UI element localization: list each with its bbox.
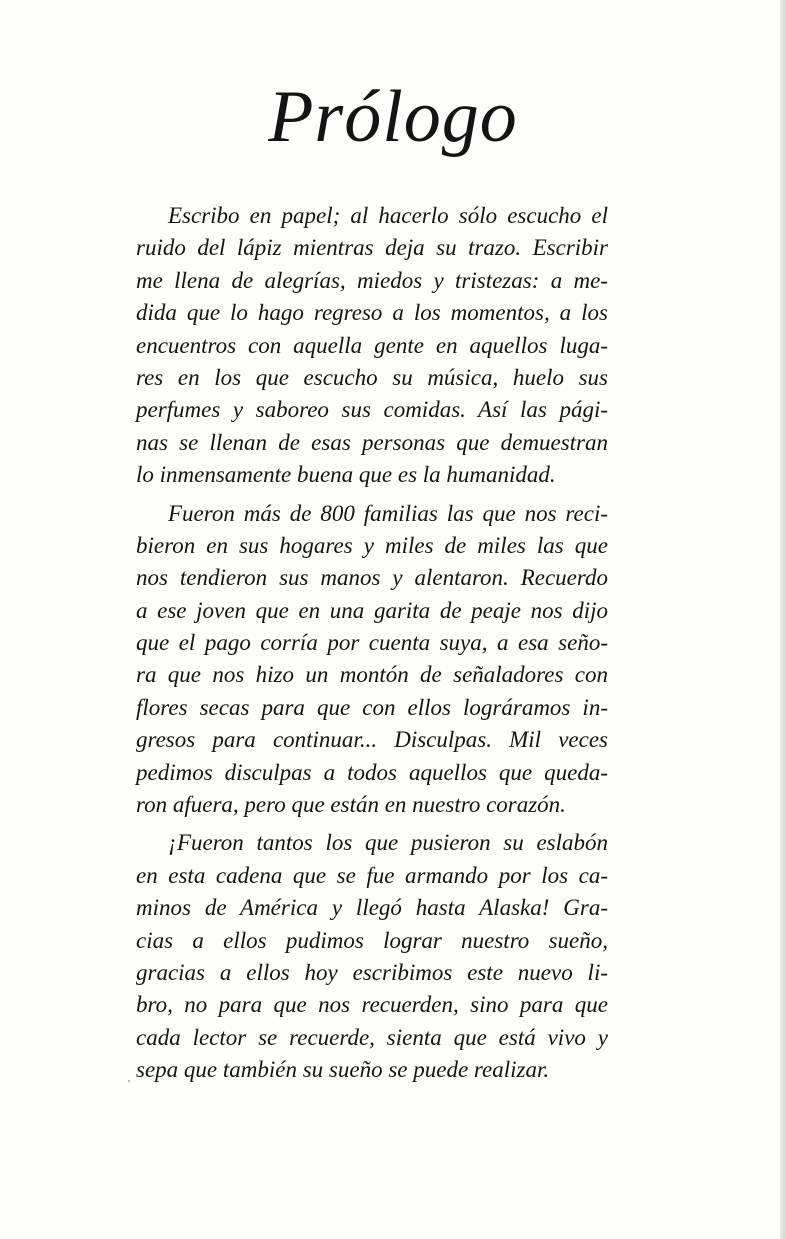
text-line: a ese joven que en una garita de peaje nos dijo — [136, 597, 608, 623]
text-line: encuentros con aquella gente en aquellos luga- — [136, 332, 608, 358]
paragraph-1 — [136, 200, 608, 492]
text-line: gracias a ellos hoy escribimos este nuevo li- — [136, 959, 608, 985]
text-line: bieron en sus hogares y miles de miles las que — [136, 532, 608, 558]
text-line: perfumes y saboreo sus comidas. Así las pági- — [136, 397, 608, 423]
text-line: ruido del lápiz mientras deja su trazo. Escribir — [136, 235, 608, 261]
text-line: gresos para continuar... Disculpas. Mil veces — [136, 727, 608, 753]
page-title: Prólogo — [268, 76, 518, 158]
text-line: nas se llenan de esas personas que demuestran — [136, 429, 608, 455]
text-line: que el pago corría por cuenta suya, a esa seño- — [136, 630, 608, 656]
text-line: bro, no para que nos recuerden, sino para que — [136, 992, 608, 1018]
text-line: cias a ellos pudimos lograr nuestro sueño, — [136, 927, 608, 953]
paragraph-3 — [136, 827, 608, 1086]
text-line: ron afuera, pero que están en nuestro corazón. — [136, 792, 566, 818]
text-line: minos de América y llegó hasta Alaska! Gra- — [136, 895, 608, 921]
page-edge — [780, 0, 786, 1239]
paragraph-2 — [136, 498, 608, 822]
text-line: Escribo en papel; al hacerlo sólo escucho el — [168, 203, 608, 228]
text-line: flores secas para que con ellos lográramos in- — [136, 694, 608, 720]
text-line: cada lector se recuerde, sienta que está vivo y — [136, 1024, 608, 1050]
text-line: me llena de alegrías, miedos y tristezas: a me- — [136, 267, 608, 293]
text-line: dida que lo hago regreso a los momentos, a los — [136, 300, 608, 326]
text-line: lo inmensamente buena que es la humanidad. — [136, 462, 556, 488]
scan-speck — [128, 1080, 130, 1082]
text-line: ra que nos hizo un montón de señaladores con — [136, 662, 608, 688]
text-line: pedimos disculpas a todos aquellos que queda- — [136, 759, 608, 785]
text-line: en esta cadena que se fue armando por los ca- — [136, 862, 608, 888]
prologue-text — [136, 200, 608, 1087]
text-line: nos tendieron sus manos y alentaron. Recuerdo — [136, 565, 608, 591]
text-line: Fueron más de 800 familias las que nos reci- — [168, 500, 608, 526]
text-line: ¡Fueron tantos los que pusieron su eslabón — [168, 830, 608, 856]
text-line: sepa que también su sueño se puede realizar. — [136, 1057, 550, 1083]
text-line: res en los que escucho su música, huelo sus — [136, 364, 608, 390]
